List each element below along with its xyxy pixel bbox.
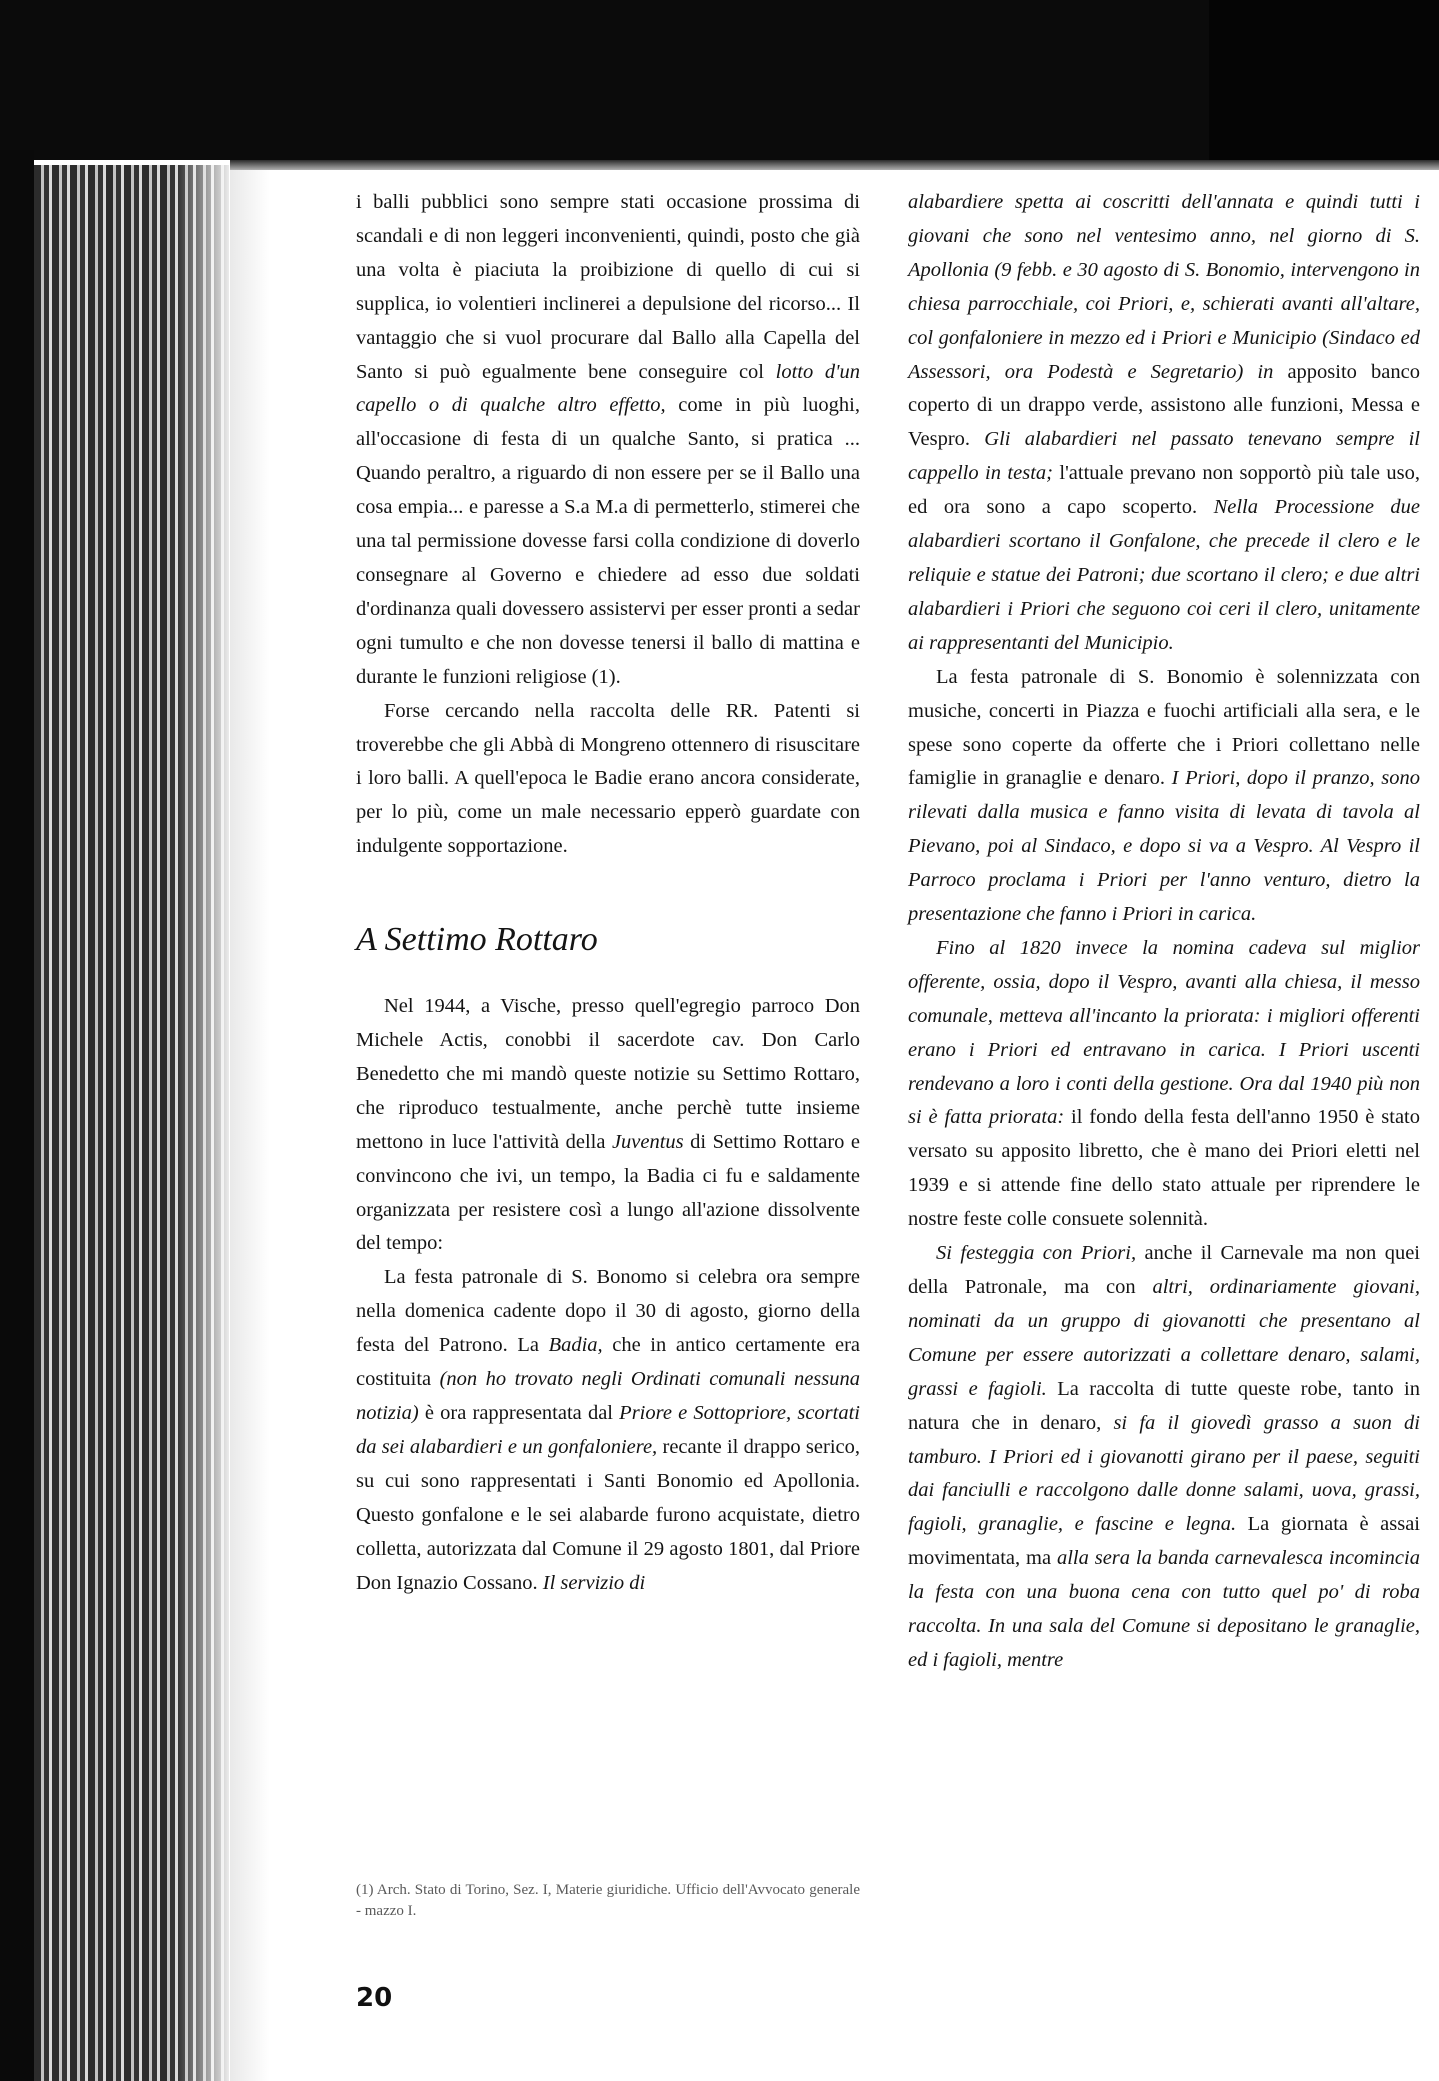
italic-text-run: Il servizio di	[542, 1571, 646, 1594]
italic-text-run: Juventus	[611, 1130, 684, 1153]
text-run: è ora rappresentata dal	[418, 1402, 620, 1424]
italic-text-run: Si festeggia con Priori,	[936, 1242, 1137, 1265]
italic-text-run: Priore e Sottopriore, scortati da sei alabardieri e un gonfaloniere,	[356, 1402, 860, 1458]
paragraph	[356, 186, 860, 695]
left-text-column	[356, 186, 860, 1600]
text-run: il fondo della festa dell'anno 1950 è stato versato su apposito libretto, che è mano dei Priori eletti nel 1939 e si attende fine dello stato attuale per riprendere le nostre feste colle consuete solennità.	[908, 1106, 1420, 1231]
page-edges-fade	[175, 165, 235, 2081]
italic-text-run: I Priori, dopo il pranzo, sono rilevati dalla musica e fanno visita di levata di tavola al Pievano, poi al Sindaco, e dopo si va a Vespro. Al Vespro il Parroco proclama i Priori per l'anno venturo, dietro la presentazione che fanno i Priori in carica.	[908, 767, 1420, 926]
text-run: che in antico certamente era costituita	[356, 1334, 861, 1391]
text-run: La festa patronale di S. Bonomio è solennizzata con musiche, concerti in Piazza e fuochi artificiali alla sera, e le spese sono coperte da offerte che i Priori collettano nelle famiglie in granaglie e denaro.	[908, 665, 1420, 790]
scan-background-corner	[1209, 0, 1439, 178]
italic-text-run: altri, ordinariamente giovani, nominati da un gruppo di giovanotti che presentano al Comune per essere autorizzati a collettare denaro, salami, grassi e fagioli.	[908, 1276, 1420, 1400]
italic-text-run: lotto d'un capello o di qualche altro effetto,	[356, 360, 860, 417]
text-run: recante il drappo serico, su cui sono rappresentati i Santi Bonomio ed Apollonia. Questo gonfalone e le sei alabarde furono acquistate, dietro colletta, autorizzata dal Comune il 29 agosto 1801, dal Priore Don Ignazio Cossano.	[356, 1435, 860, 1594]
section-heading: A Settimo Rottaro	[356, 921, 598, 959]
text-run: anche il Carnevale ma non quei della Patronale, ma con	[908, 1242, 1420, 1298]
text-run: i balli pubblici sono sempre stati occasione prossima di scandali e di non leggeri inconvenienti, quindi, posto che già una volta è piaciuta la proibizione di quello di cui si supplica, io volentieri inclinerei a depulsione del ricorso... Il vantaggio che si vuol procurare dal Ballo alla Capella del Santo si può egualmente bene conseguire col	[356, 191, 860, 383]
paragraph	[908, 661, 1420, 932]
italic-text-run: alla sera la banda carnevalesca incomincia la festa con una buona cena con tutto quel po' di roba raccolta. In una sala del Comune si depositano le granaglie, ed i fagioli, mentre	[908, 1547, 1420, 1671]
text-run: La raccolta di tutte queste robe, tanto in natura che in denaro,	[908, 1377, 1420, 1434]
italic-text-run: Badia,	[548, 1334, 603, 1357]
scan-background-top	[0, 0, 1209, 160]
scan-background-left	[0, 150, 34, 2081]
italic-text-run: Fino al 1820 invece la nomina cadeva sul miglior offerente, ossia, dopo il Vespro, avanti alla chiesa, il messo comunale, metteva all'incanto la priorata: i migliori offerenti erano i Priori ed entravano in carica. I Priori uscenti rendevano a loro i conti della gestione. Ora dal 1940 più non si è fatta priorata:	[908, 936, 1420, 1129]
right-text-column	[908, 186, 1420, 1678]
paragraph: Forse cercando nella raccolta delle RR. Patenti si troverebbe che gli Abbà di Mongreno ottennero di risuscitare i loro balli. A quell'epoca le Badie erano ancora considerate, per lo più, come un male necessario epperò guardate con indulgente sopportazione.	[356, 699, 860, 858]
text-run: La festa patronale di S. Bonomo si celebra ora sempre nella domenica cadente dopo il 30 di agosto, giorno della festa del Patrono. La	[356, 1266, 860, 1357]
paragraph	[908, 932, 1420, 1237]
italic-text-run: alabardiere spetta ai coscritti dell'annata e quindi tutti i giovani che sono nel ventesimo anno, nel giorno di S. Apollonia (9 febb. e 30 agosto di S. Bonomio, intervengono in chiesa parrocchiale, coi Priori, e, schierati avanti all'altare, col gonfaloniere in mezzo ed i Priori e Municipio (Sindaco ed Assessori, ora Podestà e Segretario) in	[908, 191, 1420, 383]
text-run: Nel 1944, a Vische, presso quell'egregio parroco Don Michele Actis, conobbi il sacerdote cav. Don Carlo Benedetto che mi mandò queste notizie su Settimo Rottaro, che riproduco testualmente, anche perchè tutte insieme mettono in luce l'attività della	[356, 995, 860, 1153]
paragraph	[356, 1261, 860, 1600]
paragraph	[908, 186, 1420, 661]
italic-text-run: si fa il giovedì grasso a suon di tamburo. I Priori ed i giovanotti girano per il paese, seguiti dai fanciulli e raccolgono dalle donne salami, uova, grassi, fagioli, granaglie, e fascine e legna.	[908, 1411, 1420, 1536]
page-number: 20	[356, 1983, 393, 2013]
italic-text-run: Gli alabardieri nel passato tenevano sempre il cappello in testa;	[908, 428, 1421, 485]
text-run: come in più luoghi, all'occasione di festa di un qualche Santo, si pratica ... Quando peraltro, a riguardo di non essere per se il Ballo una cosa empia... e paresse a S.a M.a di permetterlo, stimerei che una tal permissione dovesse farsi colla condizione di doverlo consegnare al Governo e chiedere ad esso due soldati d'ordinanza quali dovessero assistervi per esser pronti a sedar ogni tumulto e che non dovesse tenersi il ballo di mattina e durante le funzioni religiose (1).	[356, 394, 860, 688]
italic-text-run: Nella Processione due alabardieri scortano il Gonfalone, che precede il clero e le reliquie e statue dei Patroni; due scortano il clero; e due altri alabardieri i Priori che seguono coi ceri il clero, unitamente ai rappresentanti del Municipio.	[908, 496, 1421, 654]
italic-text-run: (non ho trovato negli Ordinati comunali nessuna notizia)	[356, 1368, 861, 1424]
text-run: di Settimo Rottaro e convincono che ivi, un tempo, la Badia ci fu e saldamente organizzata per resistere così a lungo all'azione dissolvente del tempo:	[356, 1130, 860, 1255]
paragraph	[908, 1237, 1420, 1678]
text-run: La giornata è assai movimentata, ma	[908, 1513, 1421, 1570]
paragraph	[356, 990, 860, 1261]
text-run: apposito banco coperto di un drappo verde, assistono alle funzioni, Messa e Vespro.	[908, 360, 1420, 451]
text-run: l'attuale prevano non sopportò più tale uso, ed ora sono a capo scoperto.	[908, 462, 1420, 519]
footnote: (1) Arch. Stato di Torino, Sez. I, Materie giuridiche. Ufficio dell'Avvocato generale - mazzo I.	[356, 1882, 860, 1919]
